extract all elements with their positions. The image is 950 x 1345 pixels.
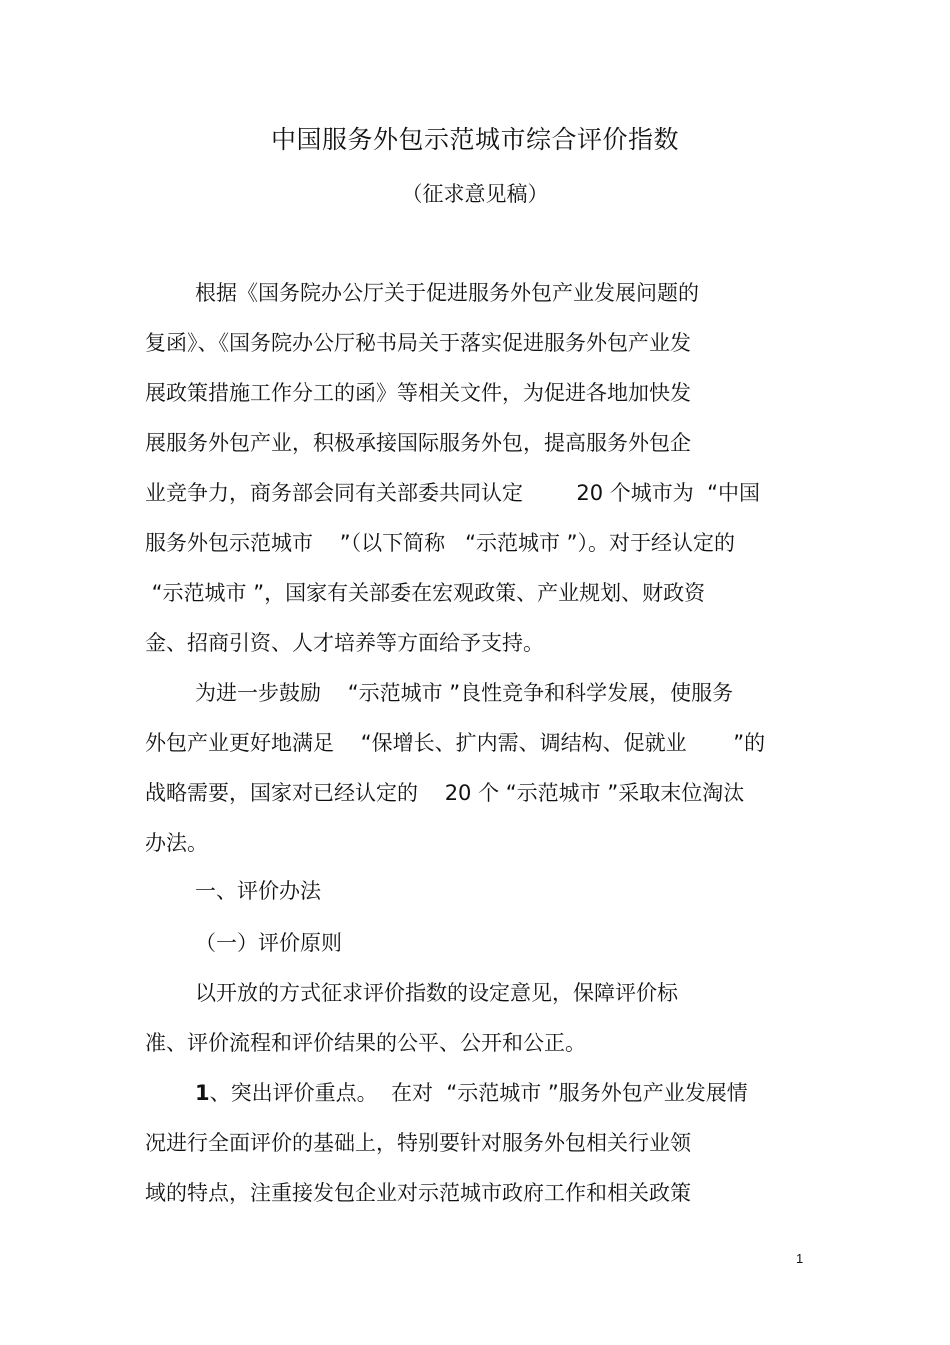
paragraph-line: 以开放的方式征求评价指数的设定意见，保障评价标 xyxy=(195,981,678,1005)
section-heading: 一、评价办法 xyxy=(195,879,321,903)
paragraph-line: 外包产业更好地满足 “保增长、扩内需、调结构、促就业 ”的 xyxy=(145,731,766,755)
item-text: 、突出评价重点。 在对 “示范城市 ”服务外包产业发展情 xyxy=(209,1081,748,1105)
paragraph-line: 准、评价流程和评价结果的公平、公开和公正。 xyxy=(145,1031,586,1055)
paragraph-line: 业竞争力，商务部会同有关部委共同认定 20 个城市为 “中国 xyxy=(145,481,761,505)
paragraph-line: 战略需要，国家对已经认定的 20 个 “示范城市 ”采取末位淘汰 xyxy=(145,781,745,805)
paragraph-line: 况进行全面评价的基础上，特别要针对服务外包相关行业领 xyxy=(145,1131,691,1155)
item-number: 1 xyxy=(195,1081,210,1105)
document-title: 中国服务外包示范城市综合评价指数 xyxy=(270,125,679,154)
paragraph-line: 复函》、《国务院办公厅秘书局关于落实促进服务外包产业发 xyxy=(145,331,691,355)
paragraph-line: 域的特点，注重接发包企业对示范城市政府工作和相关政策 xyxy=(145,1181,691,1205)
paragraph-line: 为进一步鼓励 “示范城市 ”良性竞争和科学发展，使服务 xyxy=(195,681,734,705)
paragraph-line: 展服务外包产业，积极承接国际服务外包，提高服务外包企 xyxy=(145,431,691,455)
subsection-heading: （一）评价原则 xyxy=(195,931,342,955)
paragraph-line: 办法。 xyxy=(145,831,208,855)
page-number: 1 xyxy=(796,1251,804,1266)
paragraph-line: 服务外包示范城市 ”（以下简称 “示范城市 ”）。对于经认定的 xyxy=(145,531,736,555)
paragraph-line: 根据《国务院办公厅关于促进服务外包产业发展问题的 xyxy=(195,281,699,305)
numbered-paragraph-line xyxy=(195,1078,748,1108)
document-subtitle: （征求意见稿） xyxy=(401,182,549,206)
paragraph-line: 展政策措施工作分工的函》等相关文件，为促进各地加快发 xyxy=(145,381,691,405)
paragraph-line: “示范城市 ”，国家有关部委在宏观政策、产业规划、财政资 xyxy=(145,581,706,605)
paragraph-line: 金、招商引资、人才培养等方面给予支持。 xyxy=(145,631,544,655)
